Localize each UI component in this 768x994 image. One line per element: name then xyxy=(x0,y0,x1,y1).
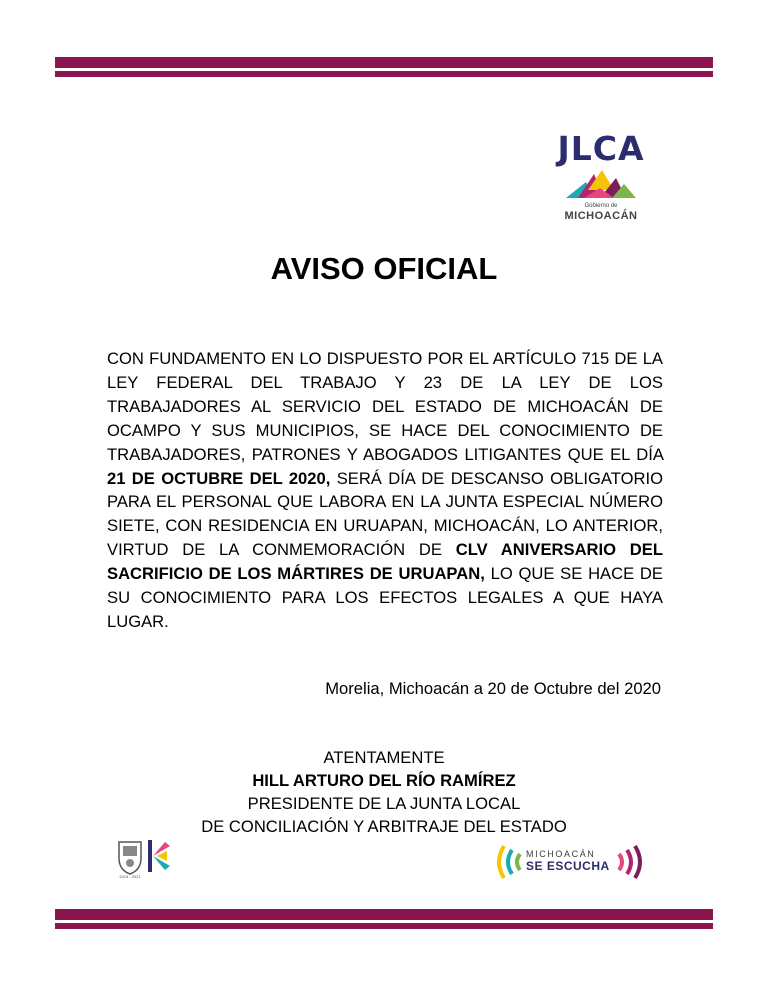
campaign-line-2: SE ESCUCHA xyxy=(526,859,610,873)
notice-body xyxy=(107,347,663,634)
signatory-role: PRESIDENTE DE LA JUNTA LOCAL xyxy=(247,794,521,813)
header-band xyxy=(55,57,713,77)
footer-band xyxy=(55,909,713,929)
closing-text: ATENTAMENTE xyxy=(323,748,445,767)
signature-block xyxy=(0,746,768,838)
footer-left-logos xyxy=(115,836,175,882)
michoacan-emblem-icon xyxy=(564,168,638,202)
jlca-logo xyxy=(546,130,656,226)
logo-subtitle: Gobierno de xyxy=(584,203,618,209)
body-text-part: CON FUNDAMENTO EN LO DISPUESTO POR EL ARTÍCULO 715 DE LA LEY FEDERAL DEL TRABAJO Y 23 DE LA LEY DE LOS TRABAJADORES AL SERVICIO DEL ESTADO DE MICHOACÁN DE OCAMPO Y SUS MUNICIPIOS, SE HACE DEL CONOCIMIENTO DE TRABAJADORES, PATRONES Y ABOGADOS LITIGANTES QUE EL DÍA xyxy=(107,349,663,464)
logo-text: JLCA xyxy=(557,129,645,168)
period-label: 2015 - 2021 xyxy=(119,874,141,879)
signatory-name: HILL ARTURO DEL RÍO RAMÍREZ xyxy=(252,771,516,790)
logo-state: MICHOACÁN xyxy=(564,210,638,222)
event-highlight: CLV ANIVERSARIO DEL SACRIFICIO DE LOS MÁRTIRES DE URUAPAN, xyxy=(107,540,663,584)
state-seal-icon xyxy=(115,836,175,876)
signatory-role: DE CONCILIACIÓN Y ARBITRAJE DEL ESTADO xyxy=(201,817,567,836)
page-title: AVISO OFICIAL xyxy=(270,251,498,286)
date-highlight: 21 DE OCTUBRE DEL 2020, xyxy=(107,468,331,488)
campaign-line-1: MICHOACÁN xyxy=(526,849,596,859)
place-date: Morelia, Michoacán a 20 de Octubre del 2020 xyxy=(325,679,661,698)
body-text-part: LO QUE SE HACE DE SU CONOCIMIENTO PARA LOS EFECTOS LEGALES A QUE HAYA LUGAR. xyxy=(107,564,663,631)
footer-campaign-logo xyxy=(488,840,653,884)
body-text-part: SERÁ DÍA DE DESCANSO OBLIGATORIO PARA EL PERSONAL QUE LABORA EN LA JUNTA ESPECIAL NÚMERO SIETE, CON RESIDENCIA EN URUAPAN, MICHOACÁN, LO ANTERIOR, VIRTUD DE LA CONMEMORACIÓN DE xyxy=(107,468,663,560)
